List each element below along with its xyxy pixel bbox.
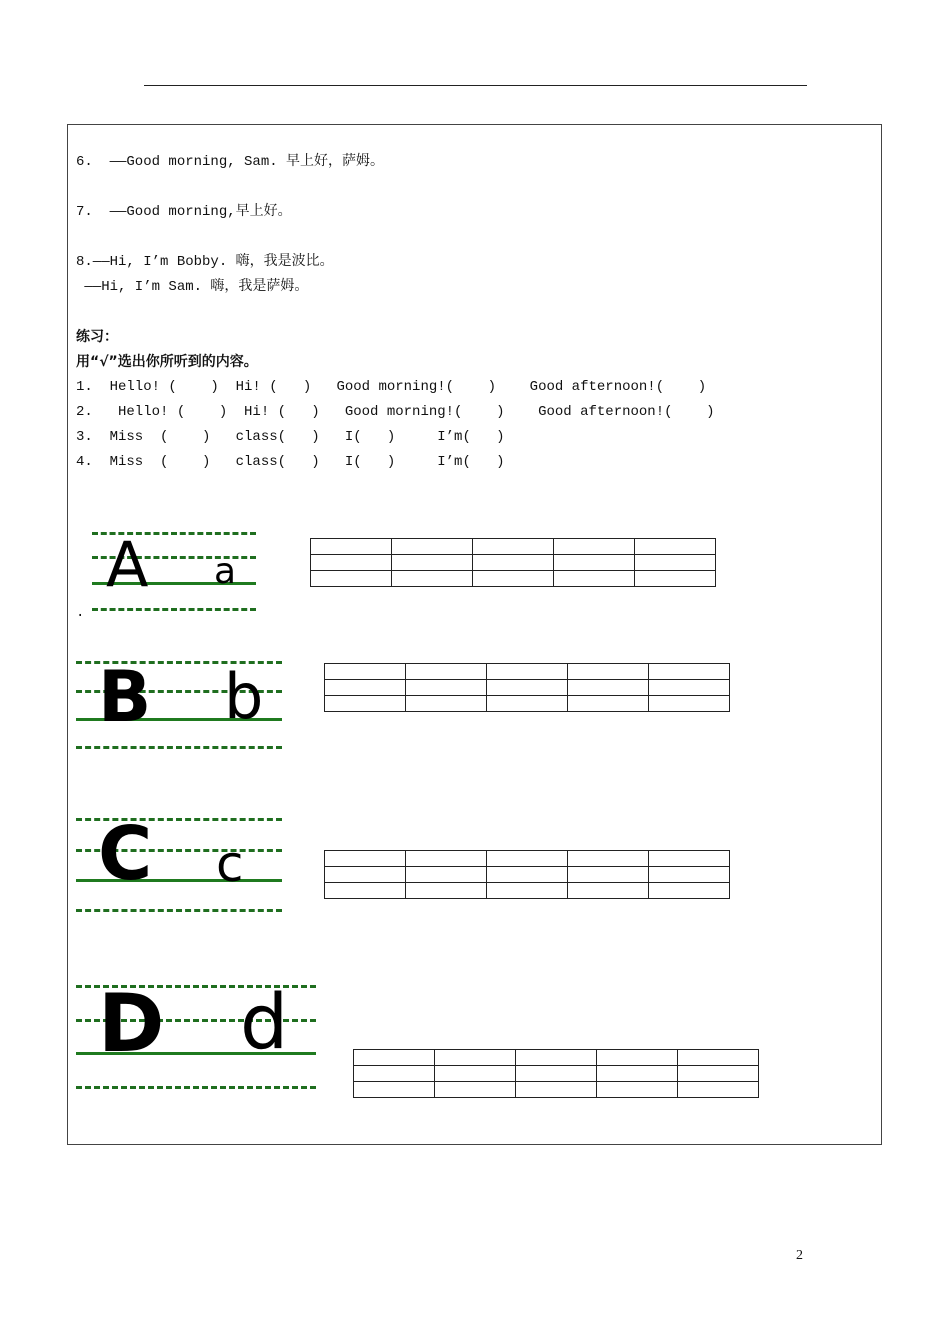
letter-practice-b [76, 658, 282, 752]
page-number: 2 [796, 1248, 803, 1263]
header-rule [144, 85, 807, 86]
exercise-item-4: 4. Miss ( ) class( ) I( ) I’m( ) [76, 454, 505, 470]
letter-practice-a [92, 528, 256, 614]
uppercase-letter: D [98, 977, 165, 1070]
writing-grid-c [324, 850, 730, 899]
guide-dashed-bottom [92, 608, 256, 611]
writing-grid-d [353, 1049, 759, 1098]
exercise-title: 练习： [76, 329, 118, 345]
exercise-item-2: 2. Hello! ( ) Hi! ( ) Good morning!( ) Good afternoon!( ) [76, 404, 715, 420]
guide-dashed-bottom [76, 746, 282, 749]
lowercase-letter: a [214, 551, 237, 592]
uppercase-letter: C [98, 811, 153, 897]
lowercase-letter: c [216, 835, 244, 893]
exercise-instruction: 用“√”选出你所听到的内容。 [76, 354, 258, 370]
letter-practice-d [76, 977, 316, 1092]
writing-grid-a [310, 538, 716, 587]
stray-dot: . [76, 605, 85, 621]
exercise-item-3: 3. Miss ( ) class( ) I( ) I’m( ) [76, 429, 505, 445]
dialogue-line-7: 7. ——Good morning,早上好。 [76, 204, 292, 220]
dialogue-line-6: 6. ——Good morning, Sam. 早上好，萨姆。 [76, 154, 385, 170]
lowercase-letter: d [240, 977, 289, 1066]
writing-grid-b [324, 663, 730, 712]
uppercase-letter: A [106, 528, 149, 601]
exercise-item-1: 1. Hello! ( ) Hi! ( ) Good morning!( ) Good afternoon!( ) [76, 379, 707, 395]
dialogue-line-8a: 8.——Hi, I’m Bobby. 嗨，我是波比。 [76, 254, 334, 270]
guide-dashed-bottom [76, 909, 282, 912]
guide-dashed-bottom [76, 1086, 316, 1089]
uppercase-letter: B [98, 656, 152, 738]
lowercase-letter: b [224, 660, 264, 733]
dialogue-line-8b: ——Hi, I’m Sam. 嗨，我是萨姆。 [76, 279, 309, 295]
letter-practice-c [76, 811, 282, 915]
